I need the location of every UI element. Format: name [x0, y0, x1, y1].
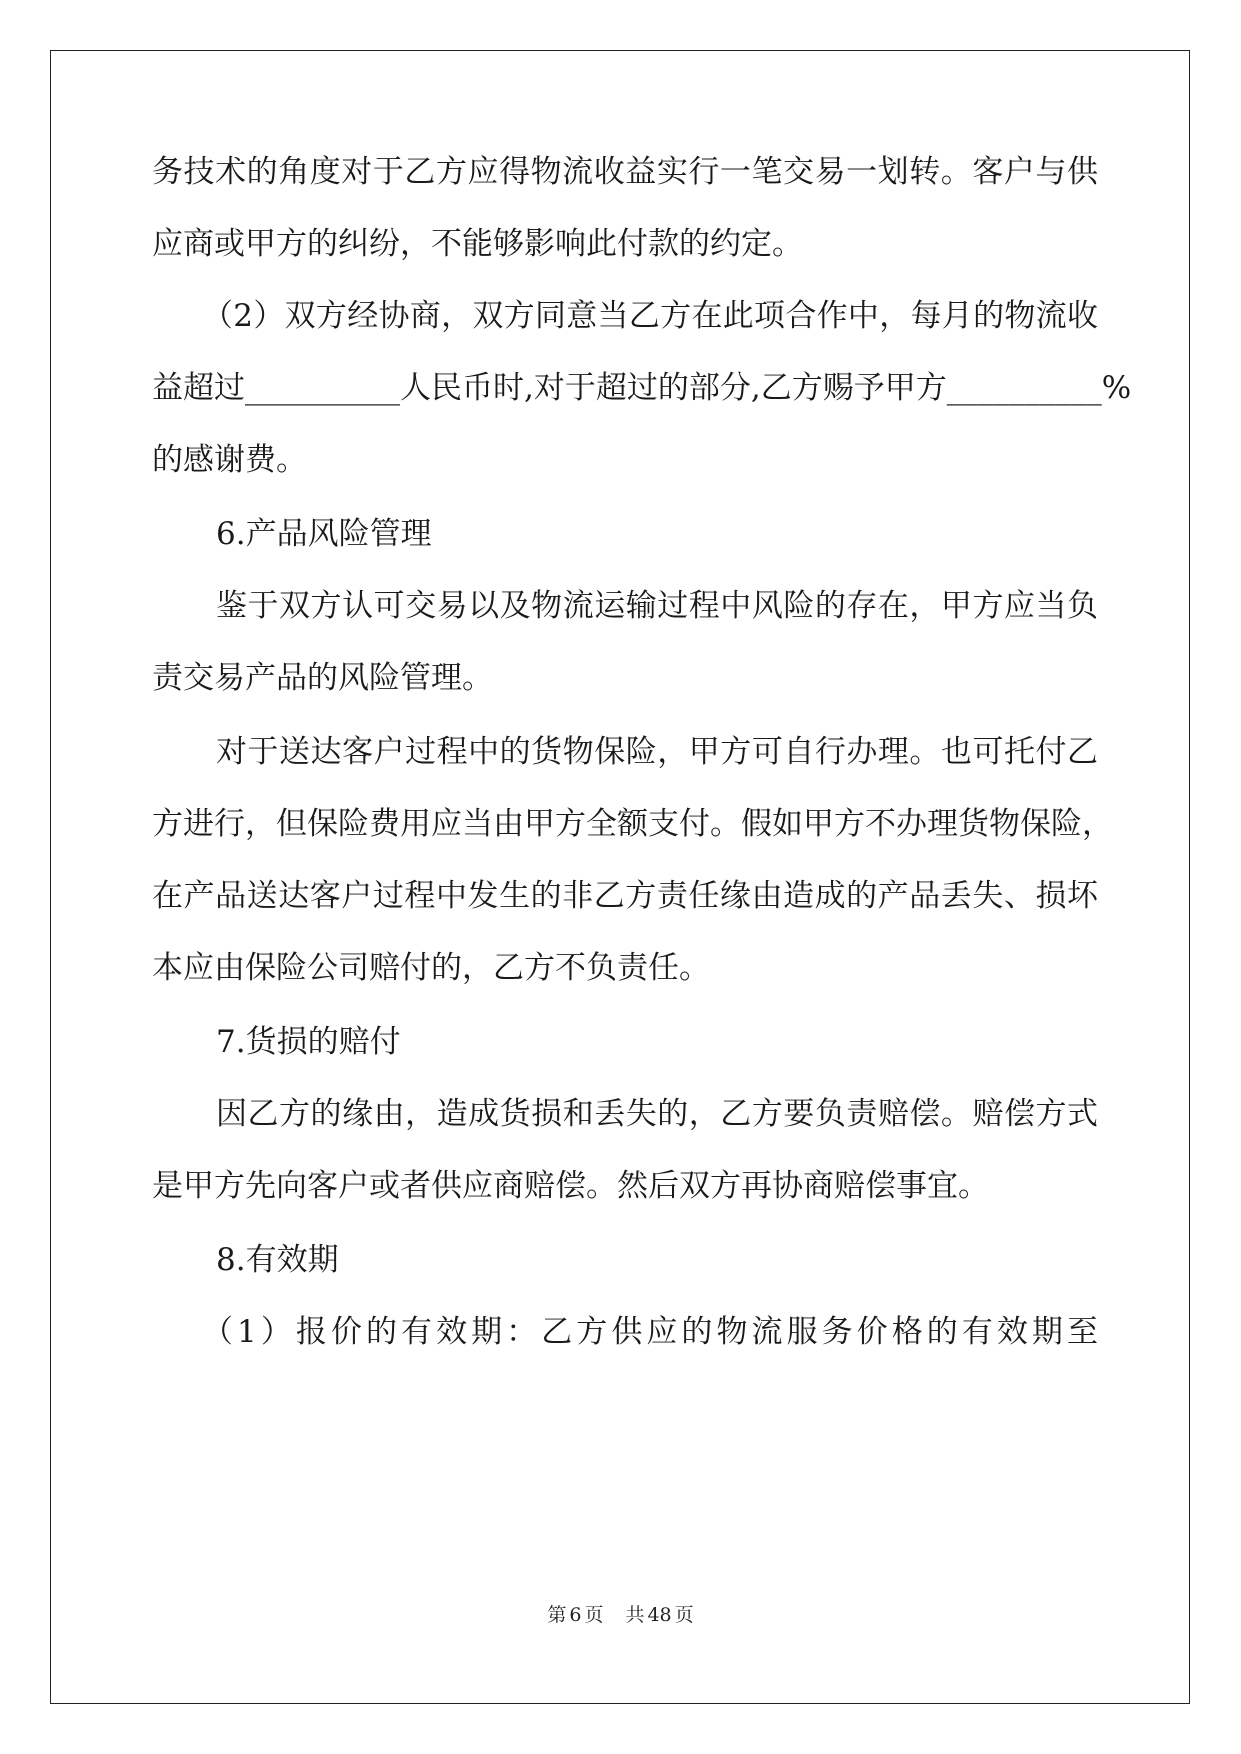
- section-heading: 6.产品风险管理: [216, 516, 432, 552]
- page-footer: [0, 1600, 1241, 1627]
- section-heading: 7.货损的赔付: [216, 1024, 401, 1060]
- text-line: 本应由保险公司赔付的，乙方不负责任。: [152, 950, 710, 986]
- text-line: 因乙方的缘由，造成货损和丢失的，乙方要负责赔偿。赔偿方式: [216, 1096, 1098, 1132]
- text-line: 鉴于双方认可交易以及物流运输过程中风险的存在，甲方应当负: [216, 588, 1098, 624]
- text-line: 是甲方先向客户或者供应商赔偿。然后双方再协商赔偿事宜。: [152, 1168, 989, 1204]
- page-unit: 页: [584, 1604, 604, 1626]
- text-line: 益超过__________人民币时,对于超过的部分,乙方赐予甲方__________%: [152, 370, 1132, 406]
- total-unit: 页: [674, 1604, 694, 1626]
- text-line: 方进行，但保险费用应当由甲方全额支付。假如甲方不办理货物保险，: [152, 806, 1113, 842]
- text-line: 对于送达客户过程中的货物保险，甲方可自行办理。也可托付乙: [216, 734, 1098, 770]
- total-label: 共: [625, 1604, 645, 1626]
- text-line: （2）双方经协商，双方同意当乙方在此项合作中，每月的物流收: [202, 298, 1098, 334]
- text-line: 务技术的角度对于乙方应得物流收益实行一笔交易一划转。客户与供: [152, 154, 1098, 190]
- text-line: （1）报价的有效期：乙方供应的物流服务价格的有效期至: [202, 1314, 1098, 1350]
- total-pages: 48: [647, 1604, 672, 1626]
- text-line: 在产品送达客户过程中发生的非乙方责任缘由造成的产品丢失、损坏: [152, 878, 1098, 914]
- text-line: 应商或甲方的纠纷，不能够影响此付款的约定。: [152, 226, 803, 262]
- section-heading: 8.有效期: [216, 1242, 339, 1278]
- page-label: 第: [547, 1604, 567, 1626]
- page-number: 6: [569, 1604, 582, 1626]
- text-line: 的感谢费。: [152, 442, 307, 478]
- text-line: 责交易产品的风险管理。: [152, 660, 493, 696]
